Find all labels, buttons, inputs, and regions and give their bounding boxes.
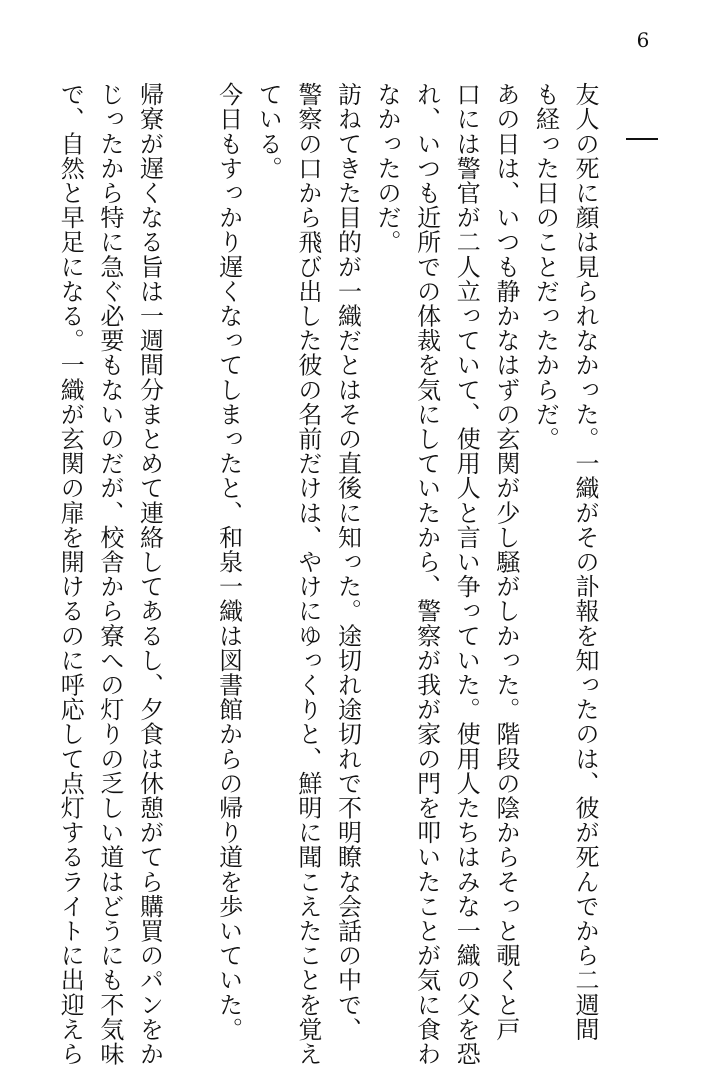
text-column: れ、いつも近所での体裁を気にしていたから、警察が我が家の門を叩いたことが気に食わ <box>412 82 441 1066</box>
text-column: 今日もすっかり遅くなってしまったと、和泉一織は図書館からの帰り道を歩いていた。 <box>214 82 243 1042</box>
chapter-heading-glyph <box>626 138 658 140</box>
text-column: あの日は、いつも静かなはずの玄関が少し騒がしかった。階段の陰からそっと覗くと戸 <box>491 82 520 1042</box>
chapter-heading <box>622 118 662 158</box>
text-column: じったから特に急ぐ必要もないのだが、校舎から寮への灯りの乏しい道はどうにも不気味 <box>95 82 124 1066</box>
text-column: 帰寮が遅くなる旨は一週間分まとめて連絡してあるし、夕食は休憩がてら購買のパンをか <box>135 82 164 1066</box>
page-number: 6 <box>636 28 650 52</box>
text-column: 友人の死に顔は見られなかった。一織がその訃報を知ったのは、彼が死んでから二週間 <box>571 82 599 1042</box>
text-column: ている。 <box>254 82 283 181</box>
text-column: で、自然と早足になる。一織が玄関の扉を開けるのに呼応して点灯するライトに出迎えら <box>56 82 85 1066</box>
text-column: も経った日のことだったからだ。 <box>531 82 560 451</box>
text-column: なかったのだ。 <box>373 82 402 255</box>
text-column: 口には警官が二人立っていて、使用人と言い争っていた。使用人たちはみな一織の父を恐 <box>452 82 481 1066</box>
text-column: 訪ねてきた目的が一織だとはその直後に知った。途切れ途切れで不明瞭な会話の中で、 <box>333 82 362 1042</box>
text-column: 警察の口から飛び出した彼の名前だけは、やけにゆっくりと、鮮明に聞こえたことを覚え <box>293 82 322 1066</box>
body-text <box>50 82 604 1066</box>
